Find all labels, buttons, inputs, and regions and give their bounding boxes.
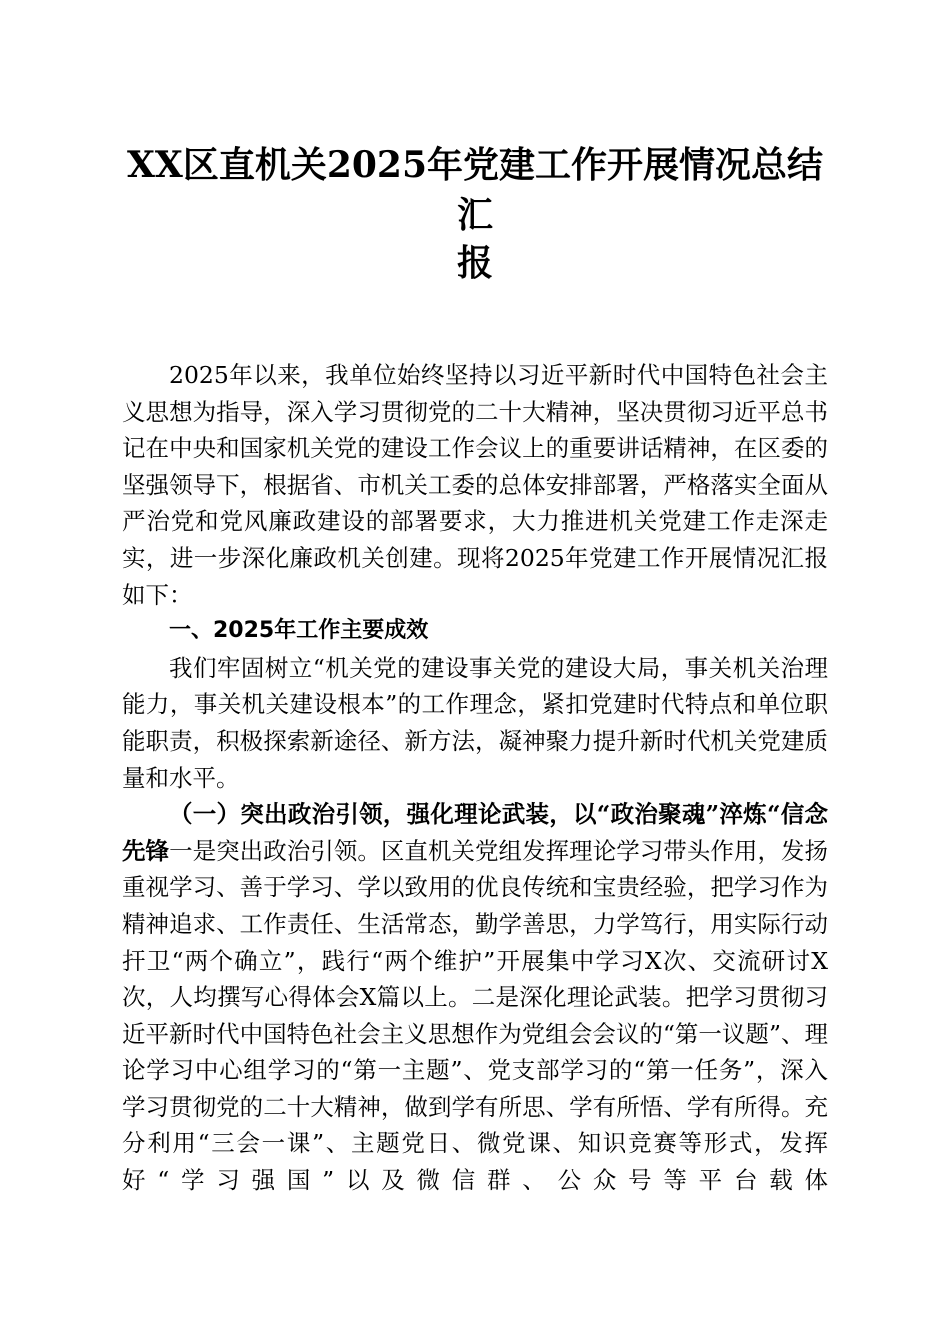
section1-body: 一是突出政治引领。区直机关党组发挥理论学习带头作用，发扬重视学习、善于学习、学以致用的优良传统和宝贵经验，把学习作为精神追求、工作责任、生活常态，勤学善思，力学笃行，用实际行动扞卫“两个确立”，践行“两个维护”开展集中学习X次、交流研讨X次，人均撰写心得体会X篇以上。二是深化理论武装。把学习贯彻习近平新时代中国特色社会主义思想作为党组会会议的“第一议题”、理论学习中心组学习的“第一主题”、党支部学习的“第一任务”，深入学习贯彻党的二十大精神，做到学有所思、学有所悟、学有所得。充分利用“三会一课”、主题党日、微党课、知识竞赛等形式，发挥好“学习强国”以及微信群、公众号等平台载体: [122, 836, 829, 1195]
document-title-line-1: XX区直机关2025年党建工作开展情况总结汇: [126, 144, 824, 236]
section-heading-achievements: 一、2025年工作主要成效: [169, 618, 429, 644]
document-body: [122, 357, 828, 1199]
document-title-line-2: 报: [456, 242, 493, 284]
section1-heading: （一）突出政治引领，强化理论武装，以“政治聚魂”淬炼“信念先锋: [122, 800, 828, 865]
section1-paragraph: [122, 796, 828, 1199]
achievements-paragraph: 我们牢固树立“机关党的建设事关党的建设大局，事关机关治理能力，事关机关建设根本”的工作理念，紧扣党建时代特点和单位职能职责，积极探索新途径、新方法，凝神聚力提升新时代机关党建质量和水平。: [122, 653, 828, 792]
intro-paragraph: 2025年以来，我单位始终坚持以习近平新时代中国特色社会主义思想为指导，深入学习贯彻党的二十大精神，坚决贯彻习近平总书记在中央和国家机关党的建设工作会议上的重要讲话精神，在区委的坚强领导下，根据省、市机关工委的总体安排部署，严格落实全面从严治党和党风廉政建设的部署要求，大力推进机关党建工作走深走实，进一步深化廉政机关创建。现将2025年党建工作开展情况汇报如下：: [122, 361, 828, 609]
